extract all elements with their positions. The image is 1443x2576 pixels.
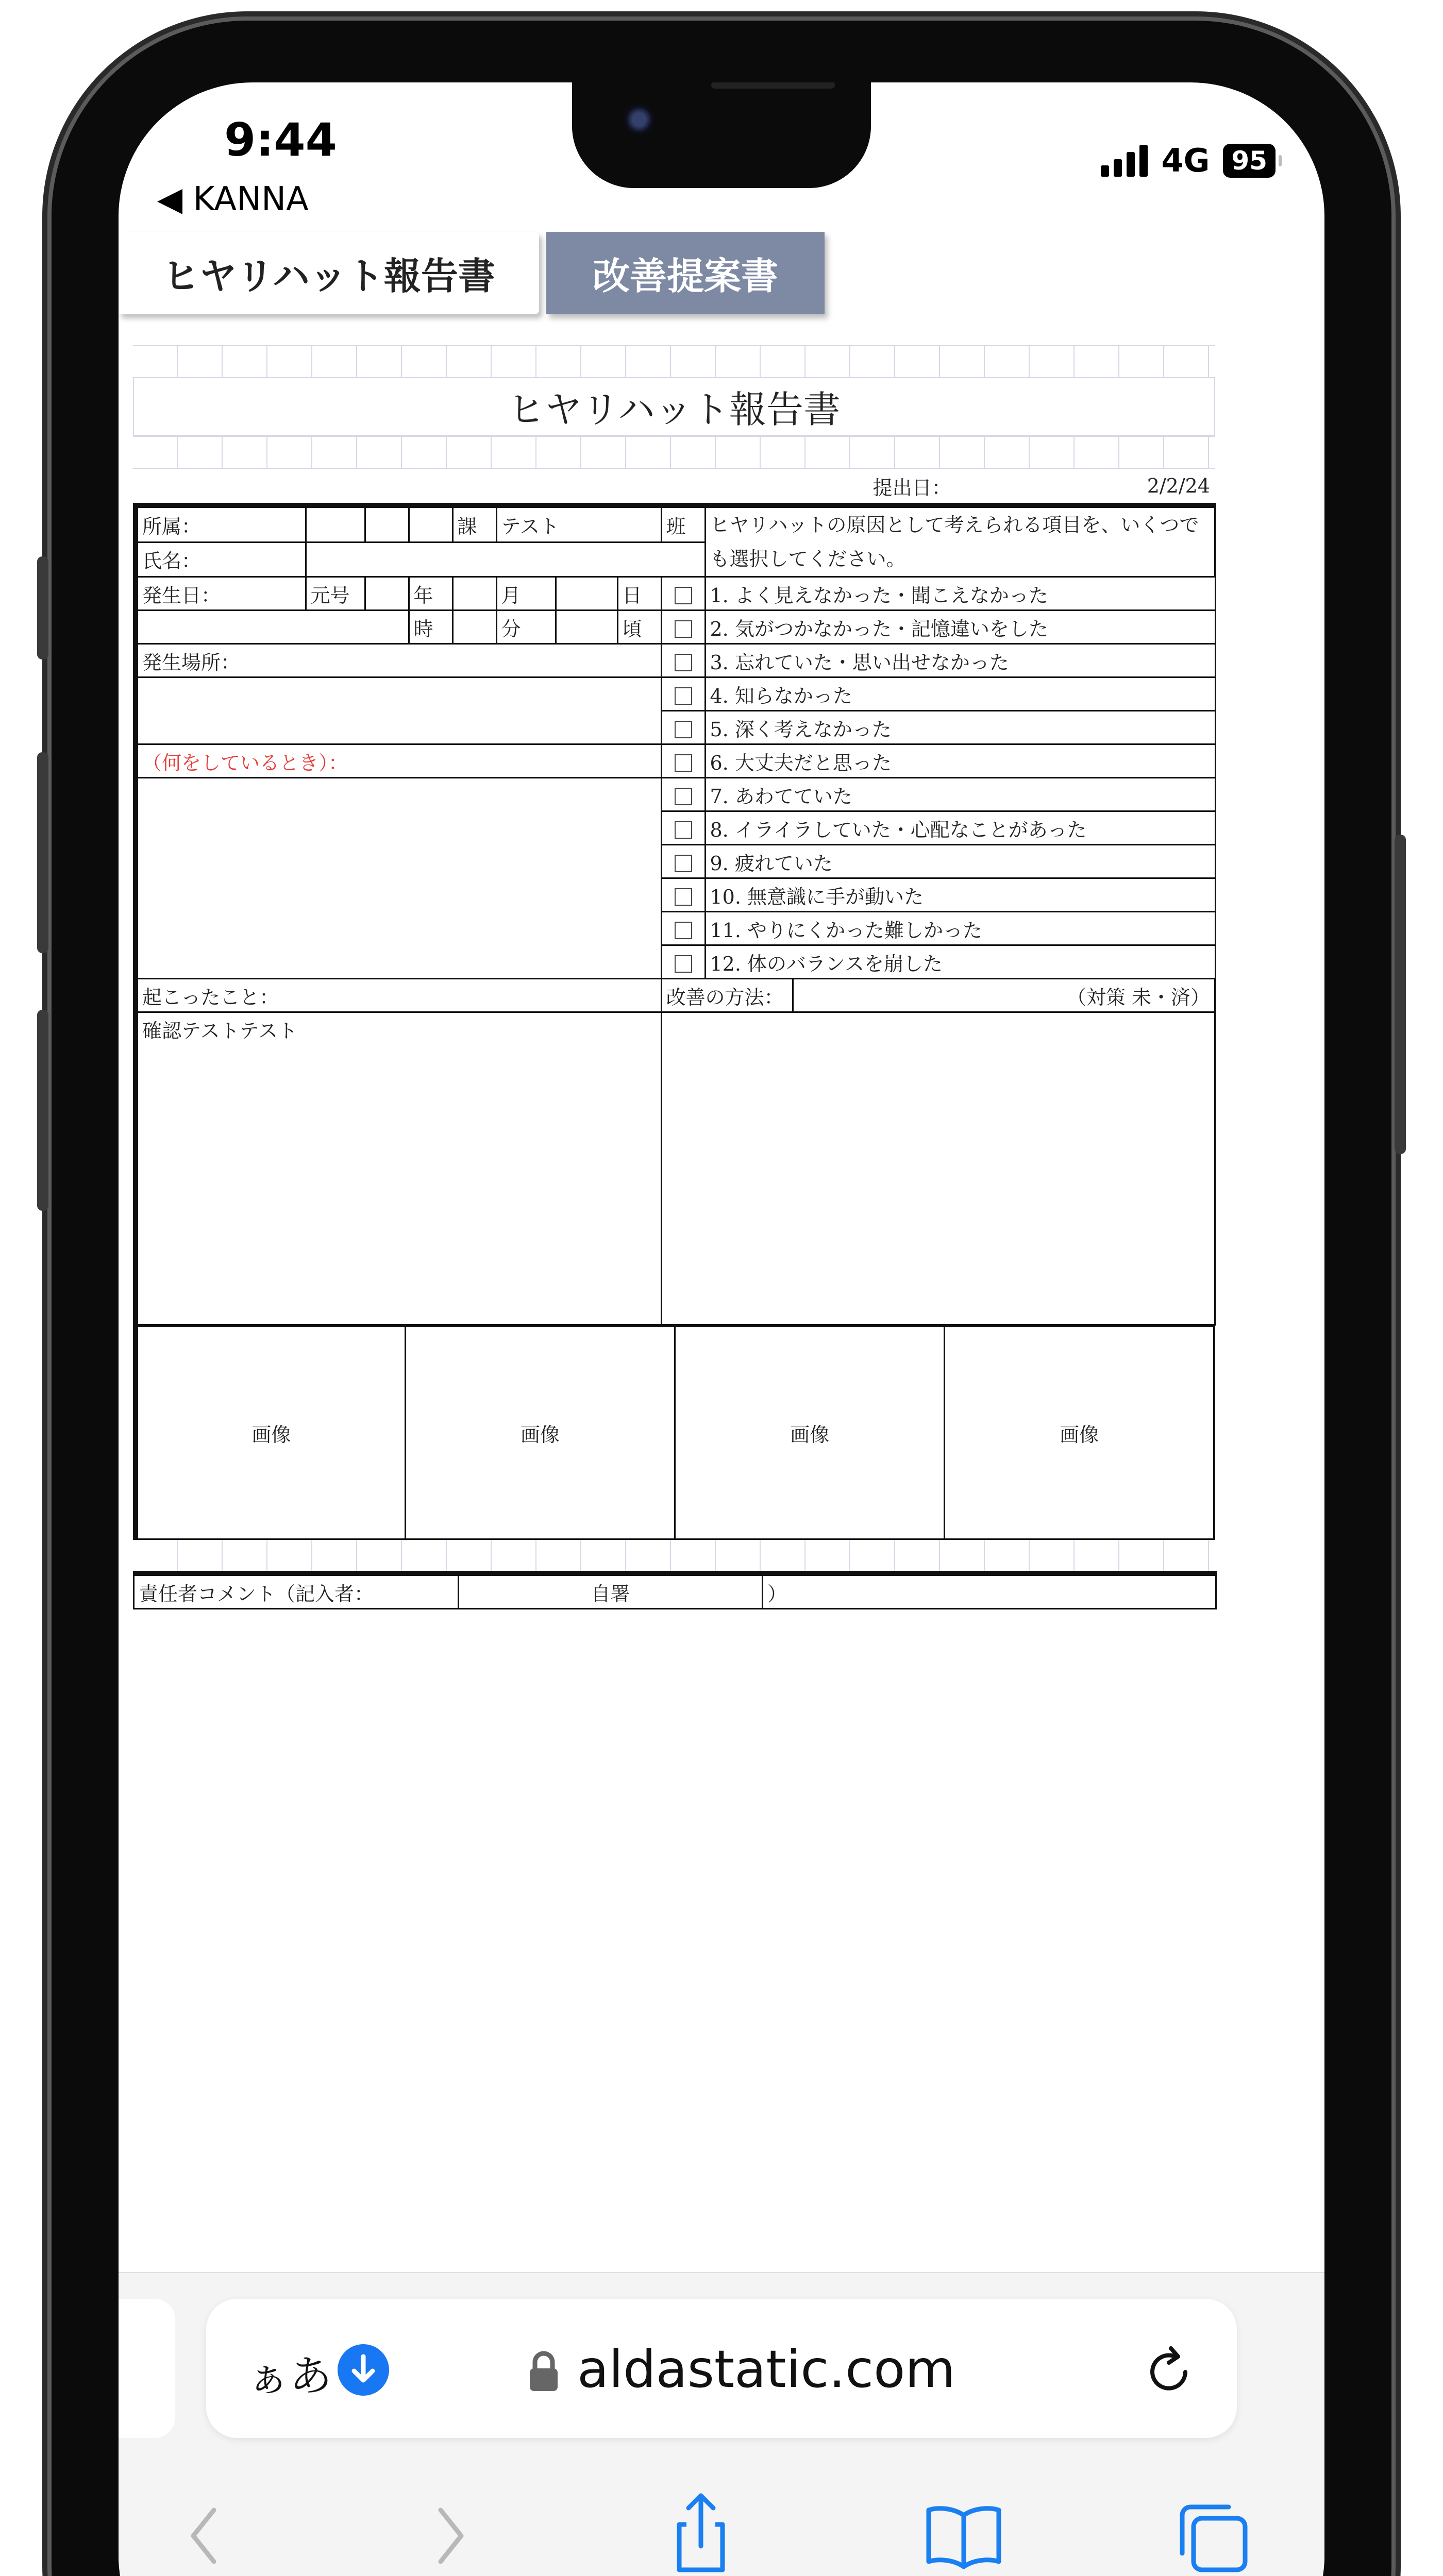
screen [119,82,1324,2576]
report-document [133,345,1215,1609]
cause-item: 9. 疲れていた [705,845,1215,878]
improve-field[interactable] [661,1012,1215,1325]
place-label: 発生場所： [136,644,661,677]
reader-settings-button[interactable]: ぁあ [247,2352,332,2401]
document-title: ヒヤリハット報告書 [133,377,1215,436]
grid-row [133,345,1215,377]
volume-down-button [37,1010,48,1211]
place-field[interactable] [136,677,661,744]
group-label: 班 [661,505,705,542]
submit-date-row [133,468,1215,503]
month-field[interactable] [556,577,617,611]
image-slot[interactable]: 画像 [945,1327,1214,1539]
checkbox-icon [675,654,692,671]
year-label: 年 [409,577,452,611]
cause-checkbox[interactable] [661,677,705,711]
cause-item: 10. 無意識に手が動いた [705,878,1215,912]
cause-item: 7. あわてていた [705,778,1215,811]
checkbox-icon [675,721,692,738]
cause-checkbox[interactable] [661,811,705,845]
approx-label: 頃 [617,611,661,644]
battery-icon: 95 [1223,144,1276,178]
report-form [133,503,1216,1326]
grid-row [133,436,1215,468]
browser-toolbar [119,2489,1324,2576]
download-icon[interactable] [338,2344,389,2396]
cause-checkbox[interactable] [661,945,705,979]
dynamic-island [572,82,871,188]
grid-row [133,1540,1215,1571]
happened-label: 起こったこと： [136,979,661,1012]
address-bar[interactable] [206,2299,1237,2438]
doing-label: （何をしているとき）： [136,744,661,778]
speaker [711,82,835,89]
status-indicators [1101,142,1276,179]
signal-icon [1101,145,1148,177]
cause-item: 4. 知らなかった [705,677,1215,711]
bookmarks-icon[interactable] [922,2500,1005,2574]
share-icon[interactable] [665,2489,737,2576]
cause-checkbox[interactable] [661,845,705,878]
measure-label: （対策 未・済） [793,979,1215,1012]
era-label: 元号 [306,577,365,611]
affiliation-field[interactable] [306,505,365,542]
improve-label: 改善の方法： [661,979,793,1012]
checkbox-icon [675,587,692,604]
forward-arrow-icon[interactable] [425,2500,477,2574]
cause-checkbox[interactable] [661,878,705,912]
submit-date-value: 2/2/24 [1147,474,1210,497]
back-arrow-icon[interactable] [178,2500,229,2574]
cause-checkbox[interactable] [661,644,705,677]
checkbox-icon [675,788,692,805]
signature-field[interactable]: 自署 [459,1573,763,1609]
checkbox-icon [675,821,692,839]
checkbox-icon [675,855,692,872]
volume-up-button [37,752,48,953]
checkbox-icon [675,955,692,973]
comment-row [133,1571,1217,1609]
happened-field[interactable]: 確認テストテスト [136,1012,661,1325]
image-slot[interactable]: 画像 [136,1327,405,1539]
cause-item: 2. 気がつかなかった・記憶違いをした [705,611,1215,644]
url-text[interactable]: aldastatic.com [577,2339,955,2399]
reload-icon[interactable] [1144,2341,1196,2400]
cause-item: 3. 忘れていた・思い出せなかった [705,644,1215,677]
section-value[interactable]: テスト [496,505,661,542]
lock-icon [526,2348,562,2396]
hour-label: 時 [409,611,452,644]
power-button [1395,835,1406,1154]
tab-improvement-proposal[interactable]: 改善提案書 [546,232,825,314]
doing-field[interactable] [136,778,661,979]
name-field[interactable] [306,542,705,577]
previous-tab-preview[interactable] [119,2299,175,2438]
report-tabs [119,232,840,314]
cause-checkbox[interactable] [661,778,705,811]
era-field[interactable] [365,577,409,611]
image-row [133,1326,1215,1540]
network-label: 4G [1161,142,1210,179]
cause-checkbox[interactable] [661,611,705,644]
tabs-icon[interactable] [1175,2500,1252,2576]
back-to-app-link[interactable]: ◀ KANNA [157,180,309,218]
cause-checkbox[interactable] [661,912,705,945]
month-label: 月 [496,577,556,611]
cause-item: 6. 大丈夫だと思った [705,744,1215,778]
affiliation-label: 所属： [136,505,306,542]
submit-date-label: 提出日： [872,476,951,499]
minute-label: 分 [496,611,556,644]
day-label: 日 [617,577,661,611]
safari-bottom-bar [119,2272,1324,2576]
cause-item: 1. よく見えなかった・聞こえなかった [705,577,1215,611]
checkbox-icon [675,888,692,906]
date-label: 発生日： [136,577,306,611]
image-slot[interactable]: 画像 [675,1327,945,1539]
cause-checkbox[interactable] [661,577,705,611]
checkbox-icon [675,687,692,705]
minute-field[interactable] [556,611,617,644]
camera-icon [624,104,655,135]
cause-checkbox[interactable] [661,744,705,778]
checkbox-icon [675,922,692,939]
checkbox-icon [675,620,692,638]
close-paren: ） [763,1573,1216,1609]
tab-hiyari-report[interactable]: ヒヤリハット報告書 [119,232,539,314]
cause-prompt: ヒヤリハットの原因として考えられる項目を、いくつでも選択してください。 [705,505,1215,577]
cause-item: 11. やりにくかった難しかった [705,912,1215,945]
status-time: 9:44 [224,113,337,166]
section-label: 課 [452,505,496,542]
cause-item: 5. 深く考えなかった [705,711,1215,744]
cause-item: 8. イライラしていた・心配なことがあった [705,811,1215,845]
hour-field[interactable] [452,611,496,644]
cause-item: 12. 体のバランスを崩した [705,945,1215,979]
comment-label: 責任者コメント（記入者： [134,1573,459,1609]
checkbox-icon [675,754,692,772]
image-slot[interactable]: 画像 [405,1327,675,1539]
year-field[interactable] [452,577,496,611]
cause-checkbox[interactable] [661,711,705,744]
name-label: 氏名： [136,542,306,577]
mute-switch [37,556,48,659]
